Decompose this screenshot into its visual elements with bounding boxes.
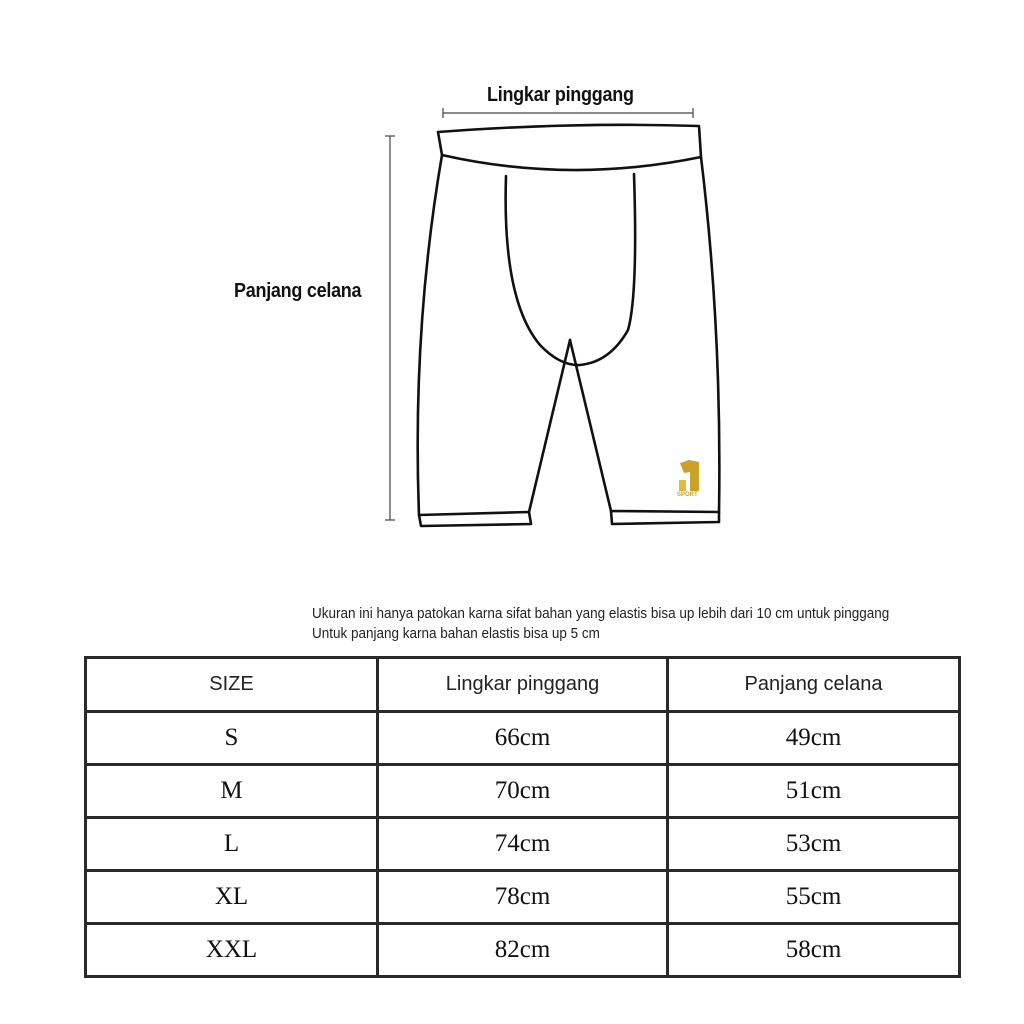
cell-length: 51cm — [668, 765, 960, 818]
header-waist: Lingkar pinggang — [378, 658, 668, 712]
cell-size: M — [86, 765, 378, 818]
size-note-waist: Ukuran ini hanya patokan karna sifat bahan yang elastis bisa up lebih dari 10 cm untuk pinggang — [312, 606, 890, 622]
size-chart-table — [84, 656, 961, 978]
cell-length: 53cm — [668, 818, 960, 871]
table-row — [86, 924, 960, 977]
cell-size: XXL — [86, 924, 378, 977]
cell-waist: 82cm — [378, 924, 668, 977]
cell-waist: 66cm — [378, 712, 668, 765]
table-row — [86, 712, 960, 765]
cell-waist: 78cm — [378, 871, 668, 924]
gusset-panel — [506, 174, 636, 365]
size-note-length: Untuk panjang karna bahan elastis bisa up 5 cm — [312, 626, 600, 642]
length-dimension-line — [385, 136, 395, 520]
cell-length: 58cm — [668, 924, 960, 977]
waist-label: Lingkar pinggang — [487, 84, 634, 106]
length-label: Panjang celana — [234, 280, 362, 302]
cell-size: S — [86, 712, 378, 765]
table-row — [86, 818, 960, 871]
waistband — [438, 125, 701, 170]
cell-waist: 70cm — [378, 765, 668, 818]
header-length: Panjang celana — [668, 658, 960, 712]
header-size: SIZE — [86, 658, 378, 712]
cell-length: 49cm — [668, 712, 960, 765]
cell-size: L — [86, 818, 378, 871]
right-hem — [611, 511, 719, 524]
left-hem — [419, 512, 531, 526]
logo-text: SPORT — [677, 492, 698, 498]
cell-waist: 74cm — [378, 818, 668, 871]
table-row — [86, 765, 960, 818]
cell-size: XL — [86, 871, 378, 924]
table-row — [86, 871, 960, 924]
brand-logo — [677, 460, 699, 498]
cell-length: 55cm — [668, 871, 960, 924]
table-header-row — [86, 658, 960, 712]
waist-dimension-line — [443, 108, 693, 118]
shorts-outline — [418, 125, 720, 526]
